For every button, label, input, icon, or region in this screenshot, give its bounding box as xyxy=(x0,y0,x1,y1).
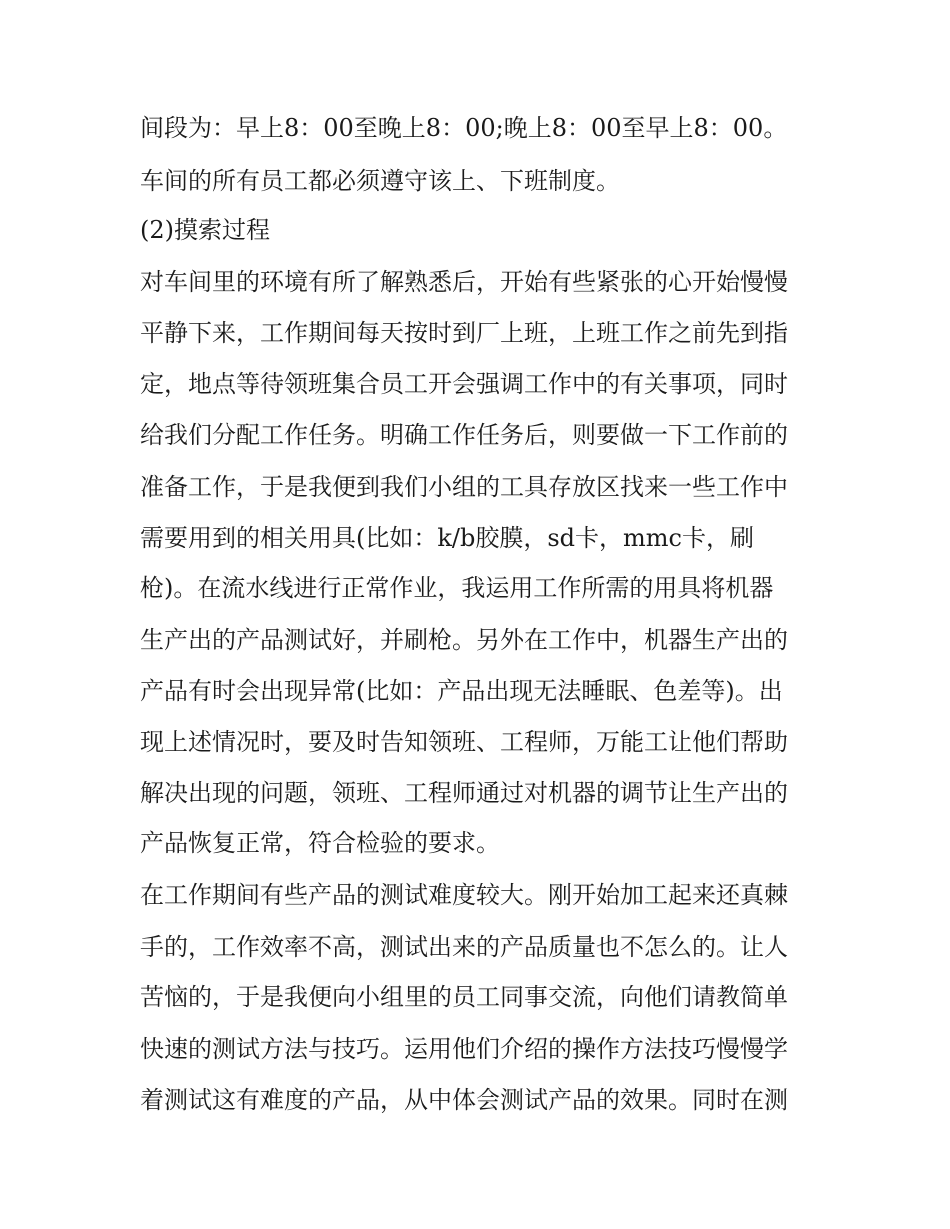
text-line: 需要用到的相关用具(比如：k/b胶膜，sd卡，mmc卡，刷 xyxy=(140,524,754,552)
text-line: 车间的所有员工都必须遵守该上、下班制度。 xyxy=(140,167,620,195)
text-line: 苦恼的，于是我便向小组里的员工同事交流，向他们请教简单 xyxy=(140,983,788,1011)
text-line: 快速的测试方法与技巧。运用他们介绍的操作方法技巧慢慢学 xyxy=(140,1035,788,1063)
text-line: 平静下来，工作期间每天按时到厂上班，上班工作之前先到指 xyxy=(140,319,788,347)
text-line: 现上述情况时，要及时告知领班、工程师，万能工让他们帮助 xyxy=(140,728,788,756)
text-line: 产品有时会出现异常(比如：产品出现无法睡眠、色差等)。出 xyxy=(140,677,783,705)
text-line: 着测试这有难度的产品，从中体会测试产品的效果。同时在测 xyxy=(140,1086,788,1114)
text-line: 定，地点等待领班集合员工开会强调工作中的有关事项，同时 xyxy=(140,370,788,398)
text-line: 间段为：早上8：00至晚上8：00;晚上8：00至早上8：00。 xyxy=(140,114,788,142)
text-line: 产品恢复正常，符合检验的要求。 xyxy=(140,829,500,857)
text-line: 手的，工作效率不高，测试出来的产品质量也不怎么的。让人 xyxy=(140,933,788,961)
text-line: 给我们分配工作任务。明确工作任务后，则要做一下工作前的 xyxy=(140,421,788,449)
text-line: 解决出现的问题，领班、工程师通过对机器的调节让生产出的 xyxy=(140,779,788,807)
section-heading: (2)摸索过程 xyxy=(140,216,270,244)
text-line: 枪)。在流水线进行正常作业，我运用工作所需的用具将机器 xyxy=(140,574,774,602)
text-line: 对车间里的环境有所了解熟悉后，开始有些紧张的心开始慢慢 xyxy=(140,268,788,296)
text-line: 在工作期间有些产品的测试难度较大。刚开始加工起来还真棘 xyxy=(140,881,788,909)
text-line: 生产出的产品测试好，并刷枪。另外在工作中，机器生产出的 xyxy=(140,626,788,654)
text-line: 准备工作，于是我便到我们小组的工具存放区找来一些工作中 xyxy=(140,473,788,501)
